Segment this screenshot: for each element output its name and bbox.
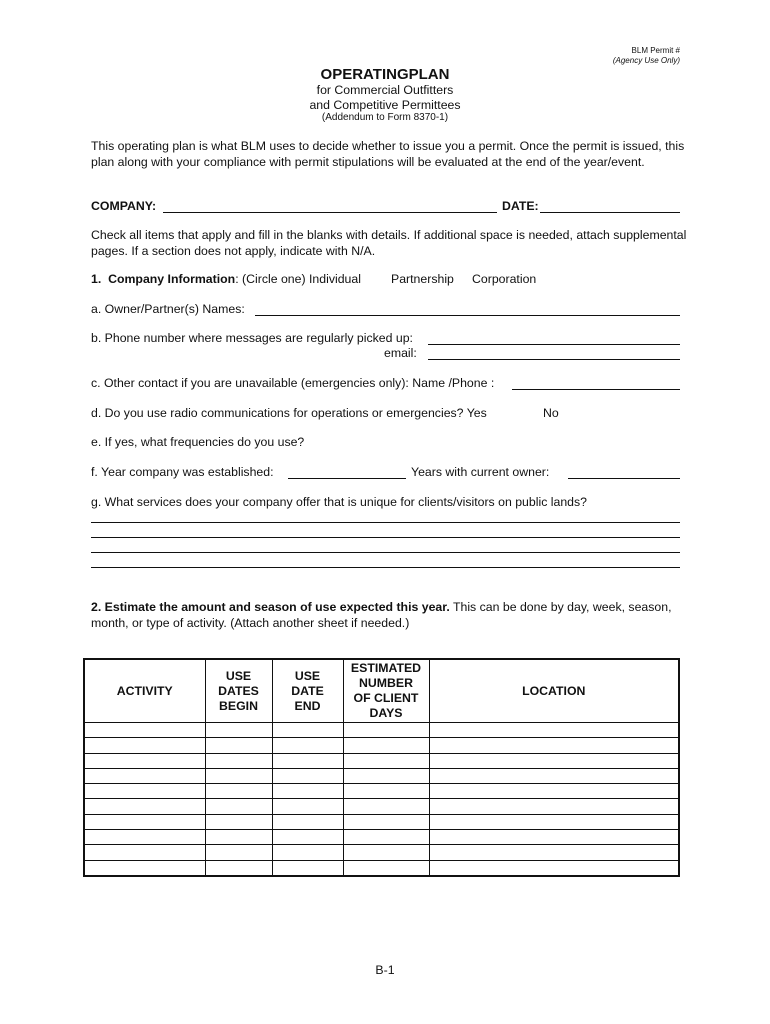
owner-names-label: a. Owner/Partner(s) Names: [91, 302, 245, 316]
h3-line-3: DAYS [369, 706, 403, 720]
table-cell[interactable] [205, 784, 272, 799]
table-cell[interactable] [205, 738, 272, 753]
table-cell[interactable] [343, 814, 429, 829]
section2-text: This can be done by day, week, season, month, or type of activity. (Attach another sheet if needed.) [91, 600, 672, 630]
table-cell[interactable] [343, 768, 429, 783]
year-established-field[interactable] [288, 478, 406, 479]
h1-line-0: USE [225, 668, 252, 683]
table-cell[interactable] [429, 784, 679, 799]
h2-line-2: END [294, 698, 321, 713]
table-cell[interactable] [343, 830, 429, 845]
table-row [84, 830, 679, 845]
table-cell[interactable] [205, 768, 272, 783]
section1-number: 1. [91, 272, 102, 286]
table-cell[interactable] [84, 784, 205, 799]
table-cell[interactable] [84, 753, 205, 768]
table-cell[interactable] [429, 723, 679, 738]
section1-title: Company Information [108, 272, 236, 286]
radio-question: d. Do you use radio communications for operations or emergencies? Yes [91, 406, 487, 420]
table-cell[interactable] [84, 845, 205, 860]
years-owner-label: Years with current owner: [411, 465, 550, 479]
col-header-dates-begin [205, 659, 272, 723]
table-cell[interactable] [84, 738, 205, 753]
col-header-location [429, 659, 679, 723]
services-question: g. What services does your company offer that is unique for clients/visitors on public lands? [91, 495, 587, 509]
table-cell[interactable] [84, 799, 205, 814]
owner-names-field[interactable] [255, 315, 680, 316]
table-row [84, 860, 679, 876]
col-header-activity [84, 659, 205, 723]
services-line-2[interactable] [91, 537, 680, 538]
table-cell[interactable] [343, 738, 429, 753]
table-cell[interactable] [429, 860, 679, 876]
table-row [84, 799, 679, 814]
permit-label: BLM Permit # [631, 46, 680, 55]
table-cell[interactable] [272, 753, 343, 768]
addendum-note: (Addendum to Form 8370-1) [321, 112, 449, 123]
subtitle-2: and Competitive Permittees [309, 98, 461, 112]
phone-label: b. Phone number where messages are regularly picked up: [91, 331, 413, 345]
h4-line-0: LOCATION [522, 683, 586, 698]
table-cell[interactable] [429, 814, 679, 829]
table-cell[interactable] [429, 753, 679, 768]
frequencies-question: e. If yes, what frequencies do you use? [91, 435, 305, 449]
table-cell[interactable] [429, 738, 679, 753]
section2-paragraph [91, 599, 691, 631]
table-cell[interactable] [84, 814, 205, 829]
h2-line-1: DATE [291, 683, 324, 698]
services-line-3[interactable] [91, 552, 680, 553]
instructions-paragraph: Check all items that apply and fill in the blanks with details. If additional space is needed, attach supplemental pages. If a section does not apply, indicate with N/A. [91, 228, 687, 258]
option-partnership[interactable]: Partnership [391, 272, 454, 286]
services-line-1[interactable] [91, 522, 680, 523]
table-cell[interactable] [272, 784, 343, 799]
table-row [84, 784, 679, 799]
table-row [84, 768, 679, 783]
table-cell[interactable] [272, 799, 343, 814]
activity-table-body [84, 723, 679, 876]
radio-no-option[interactable]: No [543, 406, 559, 420]
table-cell[interactable] [205, 860, 272, 876]
table-cell[interactable] [429, 830, 679, 845]
services-line-4[interactable] [91, 567, 680, 568]
h1-line-1: DATES [218, 683, 259, 698]
years-owner-field[interactable] [568, 478, 680, 479]
table-cell[interactable] [272, 768, 343, 783]
other-contact-field[interactable] [512, 389, 680, 390]
intro-paragraph: This operating plan is what BLM uses to decide whether to issue you a permit. Once the permit is issued, this plan along with your compliance with permit stipulations will be evaluated at the end of the year/event. [91, 139, 685, 169]
table-cell[interactable] [343, 860, 429, 876]
company-field[interactable] [163, 212, 497, 213]
section2-heading: 2. Estimate the amount and season of use expected this year. [91, 600, 450, 614]
table-cell[interactable] [343, 723, 429, 738]
table-row [84, 738, 679, 753]
table-cell[interactable] [343, 845, 429, 860]
col-header-client-days [343, 659, 429, 723]
email-label: email: [384, 346, 417, 360]
table-cell[interactable] [343, 784, 429, 799]
email-field[interactable] [428, 359, 680, 360]
table-cell[interactable] [205, 845, 272, 860]
section1-heading [91, 272, 361, 286]
phone-field[interactable] [428, 344, 680, 345]
table-cell[interactable] [429, 768, 679, 783]
table-cell[interactable] [272, 845, 343, 860]
col-header-date-end [272, 659, 343, 723]
table-cell[interactable] [272, 738, 343, 753]
h0-line-0: ACTIVITY [116, 683, 173, 698]
table-row [84, 845, 679, 860]
h3-line-0: ESTIMATED [350, 661, 422, 675]
date-label: DATE: [502, 199, 539, 213]
company-label: COMPANY: [91, 199, 157, 213]
subtitle-1: for Commercial Outfitters [316, 83, 454, 97]
table-row [84, 723, 679, 738]
h3-line-1: NUMBER [359, 676, 413, 690]
table-cell[interactable] [272, 723, 343, 738]
page-number: B-1 [375, 963, 395, 977]
table-cell[interactable] [84, 860, 205, 876]
option-corporation[interactable]: Corporation [472, 272, 537, 286]
h2-line-0: USE [294, 668, 321, 683]
table-cell[interactable] [205, 814, 272, 829]
page-title: OPERATINGPLAN [320, 66, 450, 83]
table-cell[interactable] [205, 799, 272, 814]
other-contact-label: c. Other contact if you are unavailable (emergencies only): Name /Phone : [91, 376, 495, 390]
table-cell[interactable] [205, 753, 272, 768]
date-field[interactable] [540, 212, 680, 213]
table-cell[interactable] [205, 723, 272, 738]
table-cell[interactable] [84, 723, 205, 738]
table-cell[interactable] [429, 845, 679, 860]
table-cell[interactable] [84, 830, 205, 845]
table-cell[interactable] [205, 830, 272, 845]
table-cell[interactable] [272, 830, 343, 845]
table-cell[interactable] [272, 860, 343, 876]
table-cell[interactable] [429, 799, 679, 814]
table-cell[interactable] [272, 814, 343, 829]
h3-line-2: OF CLIENT [353, 691, 419, 705]
year-established-label: f. Year company was established: [91, 465, 274, 479]
table-row [84, 753, 679, 768]
h1-line-2: BEGIN [219, 698, 258, 713]
table-cell[interactable] [343, 799, 429, 814]
table-cell[interactable] [84, 768, 205, 783]
activity-table [83, 658, 680, 877]
table-cell[interactable] [343, 753, 429, 768]
table-row [84, 814, 679, 829]
agency-note: (Agency Use Only) [612, 56, 680, 65]
section1-circle-note: : (Circle one) Individual [235, 272, 361, 286]
